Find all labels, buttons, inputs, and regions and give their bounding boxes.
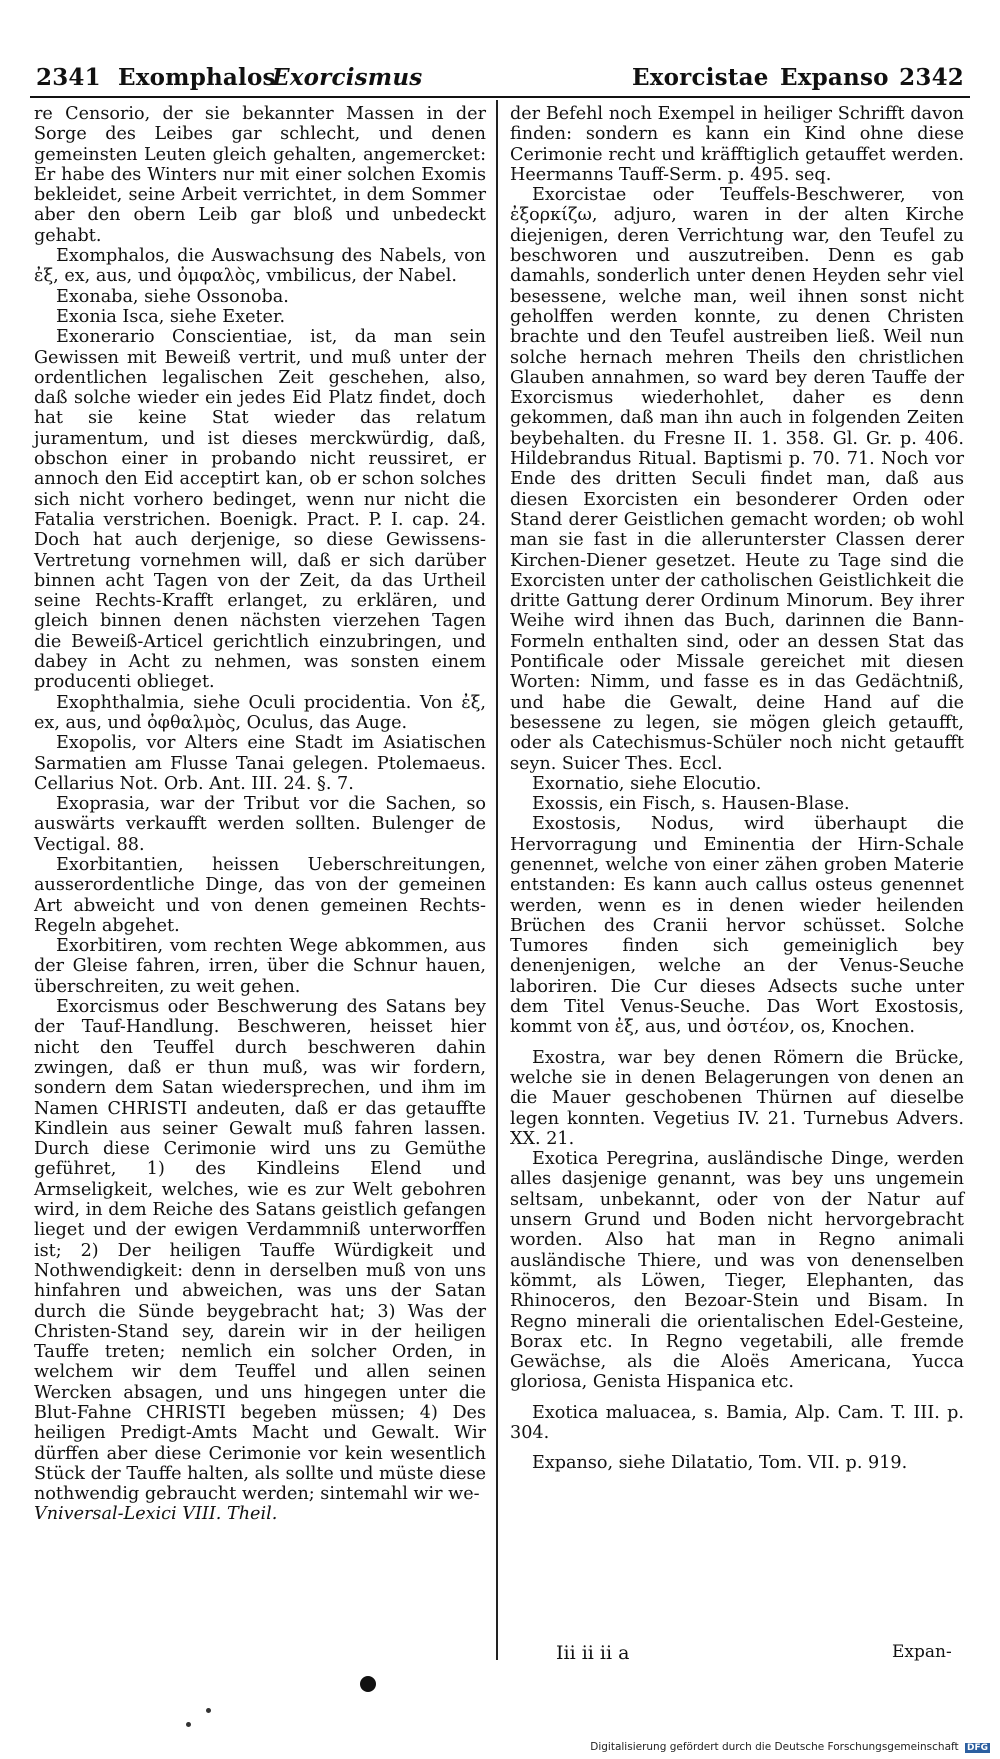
left-header-word-2: Exorcismus — [272, 64, 423, 91]
entry-exoprasia: Exoprasia, war der Tribut vor die Sachen, so auswärts verkaufft werden sollten. Bulenger de Vectigal. 88. — [34, 794, 486, 855]
left-page-number: 2341 — [36, 64, 101, 91]
entry-exonaba: Exonaba, siehe Ossonoba. — [56, 286, 289, 307]
left-header-word-1: Exomphalos — [118, 64, 276, 91]
entry-exorcistae: Exorcistae oder Teuffels-Beschwerer, von ἐξορκίζω, adjuro, waren in der alten Kirche diejenigen, deren Verrichtung war, den Teufel zu beschworen und auszutreiben. Denn es gab damahls, sonderlich unter denen Heyden sehr viel besessene, welche man, weil ihnen sonst nicht geholffen werden konnte, zu denen Christen brachte und den Teufel austreiben ließ. Weil nun solche hernach mehren Theils den christlichen Glauben annahmen, so ward bey deren Tauffe der Exorcismus wiederhohlet, daher es denn gekommen, daß man ihn auch in folgenden Zeiten beybehalten. du Fresne II. 1. 358. Gl. Gr. p. 406. Hildebrandus Ritual. Baptismi p. 70. 71. Noch vor Ende des dritten Seculi findet man, daß aus diesen Exorcisten ein besonderer Orden oder Stand derer Geistlichen gemacht worden; ob wohl man sie fast in die allerunterster Classen derer Kirchen-Diener gesetzet. Heute zu Tage sind die Exorcisten unter der catholischen Geistlichkeit die dritte Gattung derer Ordinum Minorum. Bey ihrer Weihe wird ihnen das Buch, darinnen die Bann-Formeln enthalten sind, oder an dessen Stat das Pontificale oder Missale gereichet mit diesen Worten: Nimm, und fasse es in das Gedächtniß, und habe die Gewalt, deine Hand auf die besessene zu legen, sie mögen gleich getaufft, oder als Catechismus-Schüler noch nicht getaufft seyn. Suicer Thes. Eccl. — [510, 185, 964, 774]
header-rule — [30, 96, 970, 98]
entry-exomphalos: Exomphalos, die Auswachsung des Nabels, von ἐξ, ex, aus, und ὀμφαλὸς, vmbilicus, der Nabel. — [34, 246, 486, 287]
left-column — [34, 104, 486, 1525]
digitization-credit — [590, 1741, 990, 1753]
right-page-number: 2342 — [899, 64, 964, 91]
entry-exostra: Exostra, war bey denen Römern die Brücke, welche sie in denen Belagerungen von denen an die Mauer geschobenen Thürnen auf dieselbe legen konnten. Vegetius IV. 21. Turnebus Advers. XX. 21. — [510, 1047, 964, 1149]
entry-exopolis: Exopolis, vor Alters eine Stadt im Asiatischen Sarmatien am Flusse Tanai gelegen. Ptolemaeus. Cellarius Not. Orb. Ant. III. 24. §. 7. — [34, 733, 486, 794]
entry-continuation-right: der Befehl noch Exempel in heiliger Schrifft davon finden: sondern es kann ein Kind ohne diese Cerimonie recht und kräfftiglich getauffet werden. Heermanns Tauff-Serm. p. 495. seq. — [510, 104, 964, 185]
ink-speck — [186, 1722, 191, 1727]
column-divider — [496, 100, 498, 1660]
entry-exorcismus: Exorcismus oder Beschwerung des Satans bey der Tauf-Handlung. Beschweren, heisset hier nicht den Teuffel durch beschweren dahin zwingen, daß er thun muß, was wir fordern, sondern dem Satan wiedersprechen, und ihm im Namen CHRISTI andeuten, daß er das getauffte Kindlein aus seiner Gewalt muß fahren lassen. Durch diese Cerimonie wird uns zu Gemüthe geführet, 1) des Kindleins Elend und Armseligkeit, welches, wie es zur Welt gebohren wird, in dem Reiche des Satans geistlich gefangen lieget und der ewigen Verdammniß unterworffen ist; 2) Der heiligen Tauffe Würdigkeit und Nothwendigkeit: denn in derselben muß von uns hinfahren und abweichen, was uns der Satan durch die Sünde beygebracht hat; 3) Was der Christen-Stand sey, darein wir in der heiligen Tauffe treten; nemlich ein solcher Orden, in welchem wir dem Teuffel und allen seinen Wercken absagen, und uns hingegen unter die Blut-Fahne CHRISTI begeben müssen; 4) Des heiligen Predigt-Amts Macht und Gewalt. Wir dürffen aber diese Cerimonie vor kein wesentlich Stück der Tauffe halten, als sollte und müste diese nothwendig gebraucht werden; sintemahl wir we- — [34, 997, 486, 1505]
entry-exotica-maluacea: Exotica maluacea, s. Bamia, Alp. Cam. T. III. p. 304. — [510, 1402, 964, 1443]
ink-speck — [206, 1708, 211, 1713]
entry-exornatio: Exornatio, siehe Elocutio. — [532, 773, 762, 794]
dfg-logo: DFG — [966, 1743, 988, 1753]
volume-signature: Vniversal-Lexici VIII. Theil. — [34, 1504, 278, 1525]
credit-text: Digitalisierung gefördert durch die Deutsche Forschungsgemeinschaft — [590, 1741, 959, 1753]
entry-exophthalmia: Exophthalmia, siehe Oculi procidentia. Von ἐξ, ex, aus, und ὀφθαλμὸς, Oculus, das Auge. — [34, 692, 486, 733]
right-column — [510, 104, 964, 1474]
entry-exorbitiren: Exorbitiren, vom rechten Wege abkommen, aus der Gleise fahren, irren, über die Schnur hauen, überschreiten, zu weit gehen. — [34, 936, 486, 997]
entry-exossis: Exossis, ein Fisch, s. Hausen-Blase. — [532, 794, 850, 815]
right-header-word-1: Exorcistae — [632, 64, 769, 91]
entry-exotica-peregrina: Exotica Peregrina, ausländische Dinge, werden alles dasjenige genannt, was bey uns ungemein seltsam, unbekannt, oder von der Natur auf unsern Grund und Boden nicht hervorgebracht worden. Also hat man in Regno animali ausländische Thiere, und was von denenselben kömmt, als Löwen, Tieger, Elephanten, das Rhinoceros, den Bezoar-Stein und Bisam. In Regno minerali die orientalischen Edel-Gesteine, Borax etc. In Regno vegetabili, alle fremde Gewächse, als die Aloës Americana, Yucca gloriosa, Genista Hispanica etc. — [510, 1149, 964, 1393]
entry-continuation: re Censorio, der sie bekannter Massen in der Sorge des Leibes gar schlecht, und denen gemeinsten Leuten gleich gehalten, angemercket: Er habe des Winters nur mit einer solchen Exomis bekleidet, seine Arbeit verrichtet, in dem Sommer aber den obern Leib gar bloß und unbedeckt gehabt. — [34, 104, 486, 246]
entry-exonerario: Exonerario Conscientiae, ist, da man sein Gewissen mit Beweiß vertrit, und muß unter der ordentlichen legalischen Zeit geschehen, also, daß solche wieder ein jedes Eid Platz findet, doch hat sie keine Stat wieder das relatum juramentum, und ist dieses merckwürdig, daß, obschon einer in probando nicht reussiret, er annoch den Eid acceptirt kan, ob er schon solches sich nicht vorhero bedinget, wenn nur nicht die Fatalia verstrichen. Boenigk. Pract. P. I. cap. 24. Doch hat auch derjenige, so diese Gewissens-Vertretung vornehmen will, daß er sich darüber binnen acht Tagen von der Zeit, da das Urtheil seine Rechts-Krafft erlanget, zu erklären, und gleich binnen denen nächsten vierzehen Tagen die Beweiß-Articel gerichtlich einzubringen, und dabey in Acht zu nehmen, was sonsten einem producenti oblieget. — [34, 327, 486, 693]
running-header — [36, 62, 964, 98]
catchword: Expan- — [892, 1642, 952, 1662]
entry-exostosis: Exostosis, Nodus, wird überhaupt die Hervorragung und Eminentia der Hirn-Schale genennet, welche von einer zähen groben Materie entstanden: Es kann auch callus osteus genennet werden, wenn es in denen wieder heilenden Brüchen des Cranii hervor schüsset. Solche Tumores finden sich gemeiniglich bey denenjenigen, welche an der Venus-Seuche laboriren. Die Cur dieses Adsects suche unter dem Titel Venus-Seuche. Das Wort Exostosis, kommt von ἐξ, aus, und ὀστέον, os, Knochen. — [510, 814, 964, 1038]
right-header-word-2: Expanso — [780, 64, 889, 91]
entry-expanso: Expanso, siehe Dilatatio, Tom. VII. p. 919. — [532, 1453, 908, 1474]
printer-signature-mark: Iii ii ii a — [556, 1642, 630, 1664]
entry-exorbitantien: Exorbitantien, heissen Ueberschreitungen, ausserordentliche Dinge, das von der gemeinen Art abweicht und von denen gemeinen Rechts-Regeln abgehet. — [34, 854, 486, 936]
ink-blot — [360, 1676, 376, 1692]
entry-exonia-isca: Exonia Isca, siehe Exeter. — [56, 306, 286, 327]
